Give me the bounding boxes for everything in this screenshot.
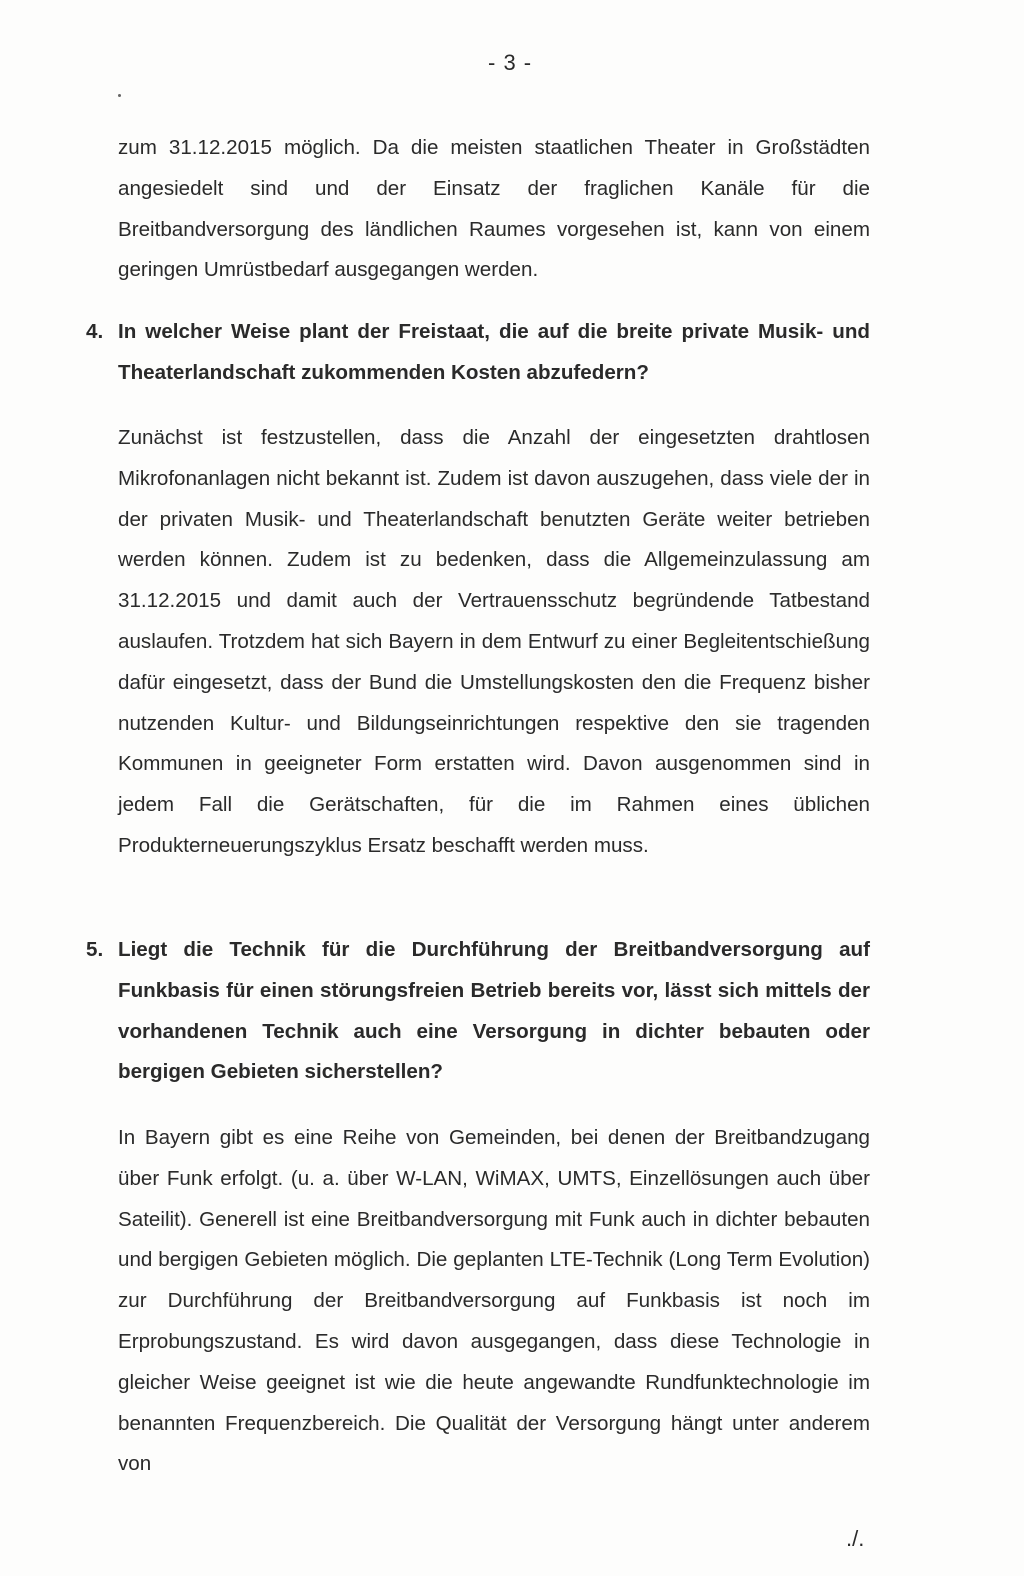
scan-speck: [118, 94, 121, 97]
page-number: - 3 -: [488, 50, 533, 75]
question-4-number: 4.: [86, 320, 104, 343]
answer-4-paragraph: Zunächst ist festzustellen, dass die Anzahl der eingesetzten drahtlosen Mikrofonanlagen nicht bekannt ist. Zudem ist davon auszugehen, dass viele der in der privaten Musik- und Theaterlandschaft benutzten Geräte weiter betrieben werden können. Zudem ist zu bedenken, dass die Allgemeinzulassung am 31.12.2015 und damit auch der Vertrauensschutz begründende Tatbestand auslaufen. Trotzdem hat sich Bayern in dem Entwurf zu einer Begleitentschießung dafür eingesetzt, dass der Bund die Umstellungskosten den die Frequenz bisher nutzenden Kultur- und Bildungseinrichtungen respektive den sie tragenden Kommunen in geeigneter Form erstatten wird. Davon ausgenommen sind in jedem Fall die Gerätschaften, für die im Rahmen eines üblichen Produkterneuerungszyklus Ersatz beschafft werden muss.: [118, 426, 870, 857]
continuation-mark: ./.: [846, 1526, 865, 1551]
question-5-number: 5.: [86, 938, 104, 961]
answer-5-paragraph: In Bayern gibt es eine Reihe von Gemeinden, bei denen der Breitbandzugang über Funk erfolgt. (u. a. über W-LAN, WiMAX, UMTS, Einzellösungen auch über Sateilit). Generell ist eine Breitbandversorgung mit Funk auch in dichter bebauten und bergigen Gebieten möglich. Die geplanten LTE-Technik (Long Term Evolution) zur Durchführung der Breitbandversorgung auf Funkbasis ist noch im Erprobungszustand. Es wird davon ausgegangen, dass diese Technologie in gleicher Weise geeignet ist wie die heute angewandte Rundfunktechnologie im benannten Frequenzbereich. Die Qualität der Versorgung hängt unter anderem von: [118, 1126, 870, 1476]
intro-paragraph: zum 31.12.2015 möglich. Da die meisten staatlichen Theater in Großstädten angesiedelt sind und der Einsatz der fraglichen Kanäle für die Breitbandversorgung des ländlichen Raumes vorgesehen ist, kann von einem geringen Umrüstbedarf ausgegangen werden.: [118, 136, 870, 282]
question-4-text: In welcher Weise plant der Freistaat, die auf die breite private Musik- und Theaterlandschaft zukommenden Kosten abzufedern?: [118, 320, 870, 384]
question-5-text: Liegt die Technik für die Durchführung der Breitbandversorgung auf Funkbasis für einen störungsfreien Betrieb bereits vor, lässt sich mittels der vorhandenen Technik auch eine Versorgung in dichter bebauten oder bergigen Gebieten sicherstellen?: [118, 938, 870, 1084]
